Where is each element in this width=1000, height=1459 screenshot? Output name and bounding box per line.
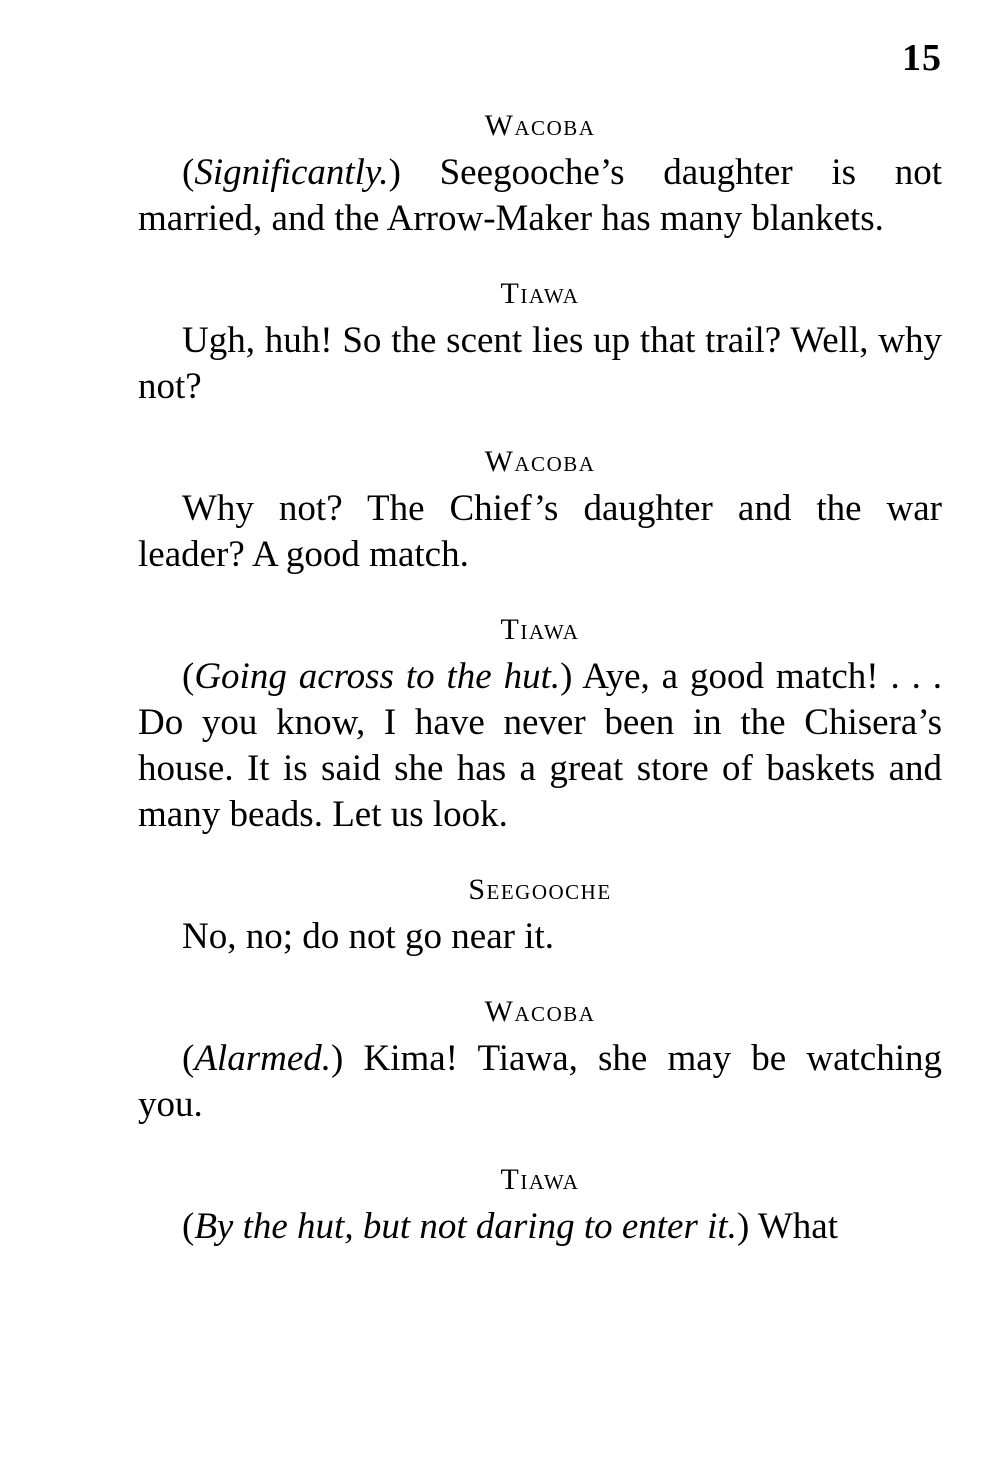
dialogue: Ugh, huh! So the scent lies up that trail? Well, why not? [138, 320, 942, 407]
dialogue: Aye, a good match! . . . Do you know, I have never been in the Chisera’s house. It is said she has a great store of baskets and many beads. Let us look. [138, 656, 942, 835]
dialogue: Why not? The Chief’s daughter and the war leader? A good match. [138, 488, 942, 575]
dialogue: What [757, 1206, 838, 1247]
dialogue: Kima! Tiawa, she may be watching you. [138, 1038, 942, 1125]
dialogue: No, no; do not go near it. [182, 916, 555, 957]
speaker-name: Wacoba [484, 995, 596, 1028]
speech [138, 988, 942, 1128]
speech-line: (Going across to the hut.) Aye, a good match! . . . Do you know, I have never been in the Chisera’s house. It is said she has a great store of baskets and many beads. Let us look. [138, 656, 942, 835]
speaker-name: Tiawa [500, 277, 580, 310]
dialogue: Seegooche’s daughter is not married, and the Arrow-Maker has many blankets. [138, 152, 942, 239]
speech [138, 438, 942, 578]
speaker-name: Tiawa [500, 613, 580, 646]
stage-direction: By the hut, but not daring to enter it. [194, 1206, 737, 1247]
stage-direction: Going across to the hut. [194, 656, 561, 697]
speech [138, 866, 942, 960]
stage-direction: Significantly. [194, 152, 389, 193]
speech-line [138, 318, 942, 410]
speaker-name: Seegooche [468, 873, 612, 906]
speech-line: (Alarmed.) Kima! Tiawa, she may be watching you. [138, 1038, 942, 1125]
speech [138, 270, 942, 410]
speaker-name: Tiawa [500, 1163, 580, 1196]
speech [138, 1156, 942, 1250]
speech-line [138, 486, 942, 578]
speech-line [138, 914, 942, 960]
speech [138, 606, 942, 838]
stage-direction: Alarmed. [194, 1038, 332, 1079]
speech-line: (By the hut, but not daring to enter it.) What [182, 1206, 838, 1247]
page-number: 15 [902, 37, 942, 79]
speech-line: (Significantly.) Seegooche’s daughter is not married, and the Arrow-Maker has many blankets. [138, 152, 942, 239]
speaker-name: Wacoba [484, 445, 596, 478]
speech [138, 102, 942, 242]
speaker-name: Wacoba [484, 109, 596, 142]
play-text [138, 102, 942, 1278]
